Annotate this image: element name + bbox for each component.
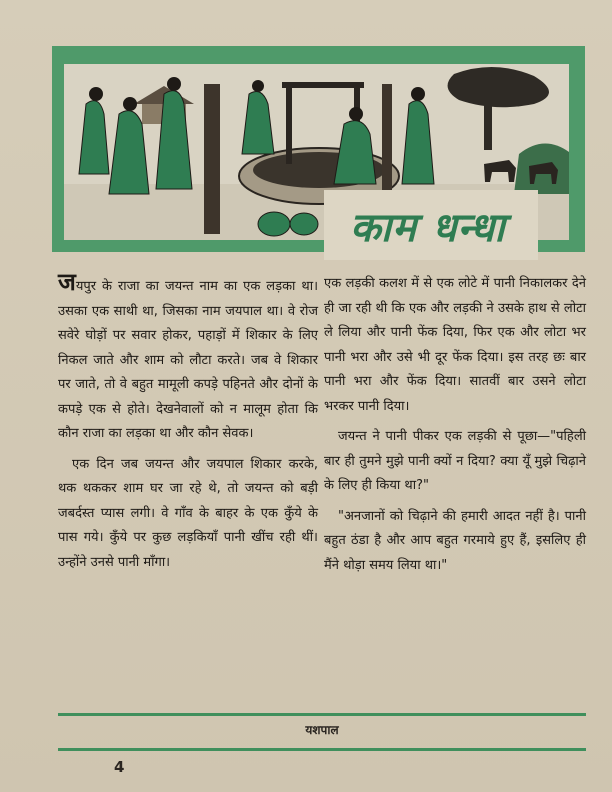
drop-cap: ज [58, 268, 76, 296]
divider-bottom [58, 748, 586, 751]
divider-top [58, 713, 586, 716]
paragraph: जयन्त ने पानी पीकर एक लड़की से पूछा—"पहिली बार ही तुमने मुझे पानी क्यों न दिया? क्या यूँ मुझे चिढ़ाने के लिए ही किया था?" [324, 429, 586, 493]
left-column [58, 268, 318, 581]
paragraph: एक दिन जब जयन्त और जयपाल शिकार करके, थक थककर शाम घर जा रहे थे, तो जयन्त को बड़ी जबर्दस्त प्यास लगी। वे गाँव के बाहर के एक कुँये के पास गये। कुँये पर कुछ लड़कियाँ पानी खींच रही थीं। उन्होंने उनसे पानी माँगा। [58, 456, 318, 570]
author-name: यशपाल [305, 723, 339, 737]
story-title: काम धन्धा [350, 205, 506, 251]
paragraph: जयपुर के राजा का जयन्त नाम का एक लड़का था। उसका एक साथी था, जिसका नाम जयपाल था। वे रोज सवेरे घोड़ों पर सवार होकर, पहाड़ों में शिकार के लिए निकल जाते और शाम को लौटा करते। जब वे शिकार पर जाते, तो वे बहुत मामूली कपड़े पहिनते और दोनों के कपड़े एक से होते। देखनेवालों को न मालूम होता कि कौन राजा का लड़का था और कौन सेवक। [58, 268, 318, 441]
right-column [324, 272, 586, 584]
paragraph: "अनजानों को चिढ़ाने की हमारी आदत नहीं है। पानी बहुत ठंडा है और आप बहुत गरमाये हुए हैं, इसलिए ही मैंने थोड़ा समय लिया था।" [324, 508, 586, 573]
paragraph: एक लड़की कलश में से एक लोटे में पानी निकालकर देने ही जा रही थी कि एक और लड़की ने उसके हाथ से लोटा ले लिया और पानी फेंक दिया, फिर एक और लोटा भर पानी भरा और उसे भी दूर फेंक दिया। इस तरह छः बार पानी भरा और फेंक दिया। सातवीं बार उसने लोटा भरकर पानी दिया। [324, 276, 586, 414]
page-number: 4 [114, 758, 125, 776]
